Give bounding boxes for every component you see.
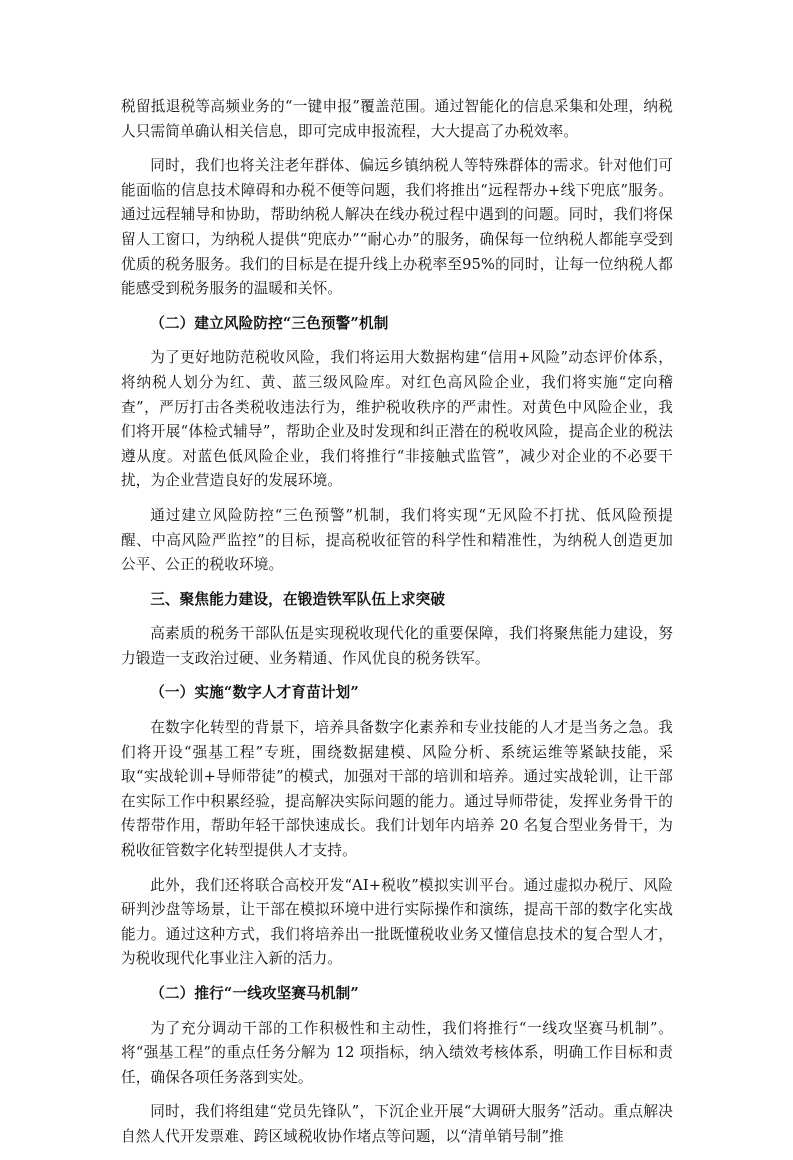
paragraph-talent-training: 在数字化转型的背景下，培养具备数字化素养和专业技能的人才是当务之急。我们将开设“强基工程”专班，围绕数据建模、风险分析、系统运维等紧缺技能，采取“实战轮训+导师带徒”的模式，加强对干部的培训和培养。通过实战轮训，让干部在实际工作中积累经验，提高解决实际问题的能力。通过导师带徒，发挥业务骨干的传帮带作用，帮助年轻干部快速成长。我们计划年内培养 20 名复合型业务骨干，为税收征管数字化转型提供人才支持。 [121, 719, 673, 860]
paragraph-competition-indicators: 为了充分调动干部的工作积极性和主动性，我们将推行“一线攻坚赛马机制”。将“强基工程”的重点任务分解为 12 项指标，纳入绩效考核体系，明确工作目标和责任，确保各项任务落到实处。 [121, 1019, 673, 1086]
paragraph-vanguard-team: 同时，我们将组建“党员先锋队”，下沉企业开展“大调研大服务”活动。重点解决自然人代开发票难、跨区域税收协作堵点等问题，以“清单销号制”推 [121, 1103, 673, 1145]
section-heading-capacity-building: 三、聚焦能力建设，在锻造铁军队伍上求突破 [150, 590, 446, 608]
paragraph-continued: 税留抵退税等高频业务的“一键申报”覆盖范围。通过智能化的信息采集和处理，纳税人只需简单确认相关信息，即可完成申报流程，大大提高了办税效率。 [121, 98, 673, 140]
paragraph-ai-platform: 此外，我们还将联合高校开发“AI+税收”模拟实训平台。通过虚拟办税厅、风险研判沙盘等场景，让干部在模拟环境中进行实际操作和演练，提高干部的数字化实战能力。通过这种方式，我们将培养出一批既懂税收业务又懂信息技术的复合型人才，为税收现代化事业注入新的活力。 [121, 876, 673, 968]
section-heading-competition-mechanism: （二）推行“一线攻坚赛马机制” [150, 985, 359, 1002]
section-heading-talent-plan: （一）实施“数字人才育苗计划” [150, 684, 359, 702]
paragraph-capacity-intro: 高素质的税务干部队伍是实现税收现代化的重要保障，我们将聚焦能力建设，努力锻造一支政治过硬、业务精通、作风优良的税务铁军。 [121, 625, 673, 667]
document-body [121, 95, 673, 1160]
section-heading-risk-warning: （二）建立风险防控“三色预警”机制 [150, 314, 389, 332]
paragraph-special-groups: 同时，我们也将关注老年群体、偏远乡镇纳税人等特殊群体的需求。针对他们可能面临的信息技术障碍和办税不便等问题，我们将推出“远程帮办+线下兜底”服务。通过远程辅导和协助，帮助纳税人解决在线办税过程中遇到的问题。同时，我们将保留人工窗口，为纳税人提供“兜底办”“耐心办”的服务，确保每一位纳税人都能享受到优质的税务服务。我们的目标是在提升线上办税率至95%的同时，让每一位纳税人都能感受到税务服务的温暖和关怀。 [121, 157, 673, 298]
paragraph-risk-levels: 为了更好地防范税收风险，我们将运用大数据构建“信用+风险”动态评价体系，将纳税人划分为红、黄、蓝三级风险库。对红色高风险企业，我们将实施“定向稽查”，严厉打击各类税收违法行为，维护税收秩序的严肃性。对黄色中风险企业，我们将开展“体检式辅导”，帮助企业及时发现和纠正潜在的税收风险，提高企业的税法遵从度。对蓝色低风险企业，我们将推行“非接触式监管”，减少对企业的不必要干扰，为企业营造良好的发展环境。 [121, 349, 673, 490]
paragraph-risk-goal: 通过建立风险防控“三色预警”机制，我们将实现“无风险不打扰、低风险预提醒、中高风险严监控”的目标，提高税收征管的科学性和精准性，为纳税人创造更加公平、公正的税收环境。 [121, 506, 673, 574]
